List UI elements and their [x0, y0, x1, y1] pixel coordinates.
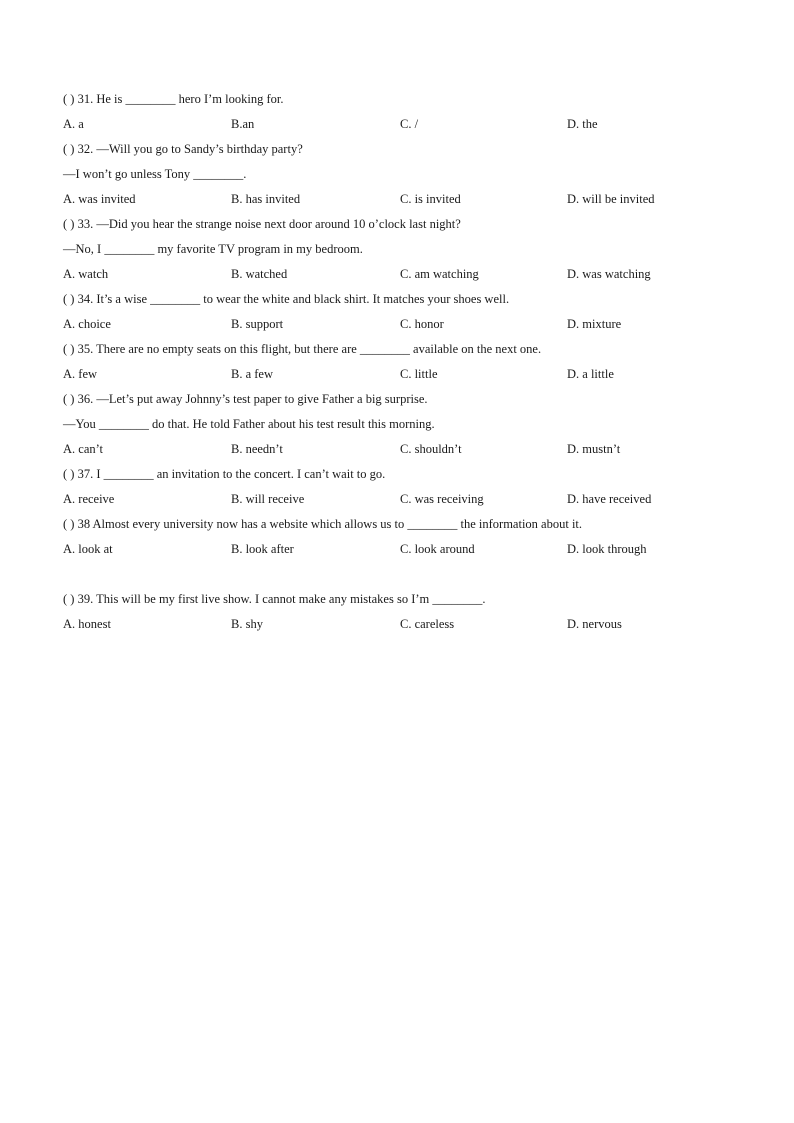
- question-39-stem: ( ) 39. This will be my first live show. I cannot make any mistakes so I’m ________.: [63, 592, 486, 606]
- option-b: B. shy: [231, 617, 263, 631]
- question-33-stem: ( ) 33. —Did you hear the strange noise next door around 10 o’clock last night?: [63, 217, 461, 231]
- question-39-options: [63, 616, 733, 632]
- option-a: A. honest: [63, 617, 111, 631]
- option-d: D. look through: [567, 542, 647, 556]
- option-b: B. has invited: [231, 192, 301, 206]
- question-36-stem-reply: —You ________ do that. He told Father about his test result this morning.: [63, 417, 435, 431]
- option-c: C. is invited: [400, 192, 461, 206]
- question-37-stem: ( ) 37. I ________ an invitation to the concert. I can’t wait to go.: [63, 467, 386, 481]
- option-a: A. look at: [63, 542, 113, 556]
- question-32-stem-reply: —I won’t go unless Tony ________.: [63, 167, 247, 181]
- question-33-stem-reply: —No, I ________ my favorite TV program in my bedroom.: [63, 242, 363, 256]
- question-33-options: [63, 266, 733, 282]
- question-32-options: [63, 191, 733, 207]
- option-a: A. few: [63, 367, 98, 381]
- option-c: C. shouldn’t: [400, 442, 462, 456]
- option-b: B.an: [231, 117, 255, 131]
- option-c: C. am watching: [400, 267, 479, 281]
- option-c: C. /: [400, 117, 419, 131]
- option-c: C. honor: [400, 317, 444, 331]
- option-c: C. little: [400, 367, 438, 381]
- option-d: D. will be invited: [567, 192, 655, 206]
- option-d: D. a little: [567, 367, 614, 381]
- option-c: C. was receiving: [400, 492, 484, 506]
- option-c: C. look around: [400, 542, 475, 556]
- question-38-stem: ( ) 38 Almost every university now has a website which allows us to ________ the information about it.: [63, 517, 583, 531]
- option-d: D. the: [567, 117, 598, 131]
- option-a: A. choice: [63, 317, 111, 331]
- question-31-options: [63, 116, 733, 132]
- option-b: B. look after: [231, 542, 294, 556]
- option-d: D. was watching: [567, 267, 651, 281]
- question-32-stem: ( ) 32. —Will you go to Sandy’s birthday party?: [63, 142, 303, 156]
- option-d: D. mustn’t: [567, 442, 621, 456]
- option-a: A. a: [63, 117, 84, 131]
- option-b: B. needn’t: [231, 442, 283, 456]
- option-b: B. support: [231, 317, 284, 331]
- option-c: C. careless: [400, 617, 455, 631]
- question-34-stem: ( ) 34. It’s a wise ________ to wear the white and black shirt. It matches your shoes well.: [63, 292, 510, 306]
- option-d: D. have received: [567, 492, 652, 506]
- question-36-options: [63, 441, 733, 457]
- option-a: A. can’t: [63, 442, 104, 456]
- question-39-spacer: [63, 591, 733, 607]
- question-35-options: [63, 366, 733, 382]
- question-34-options: [63, 316, 733, 332]
- option-a: A. watch: [63, 267, 109, 281]
- question-37-options: [63, 491, 733, 507]
- question-38-options: [63, 541, 733, 557]
- option-d: D. mixture: [567, 317, 622, 331]
- option-d: D. nervous: [567, 617, 622, 631]
- option-a: A. receive: [63, 492, 115, 506]
- question-31-stem: ( ) 31. He is ________ hero I’m looking for.: [63, 92, 284, 106]
- option-b: B. watched: [231, 267, 288, 281]
- question-36-stem: ( ) 36. —Let’s put away Johnny’s test paper to give Father a big surprise.: [63, 392, 428, 406]
- question-35-stem: ( ) 35. There are no empty seats on this flight, but there are ________ available on the next one.: [63, 342, 542, 356]
- option-b: B. will receive: [231, 492, 305, 506]
- option-b: B. a few: [231, 367, 273, 381]
- option-a: A. was invited: [63, 192, 136, 206]
